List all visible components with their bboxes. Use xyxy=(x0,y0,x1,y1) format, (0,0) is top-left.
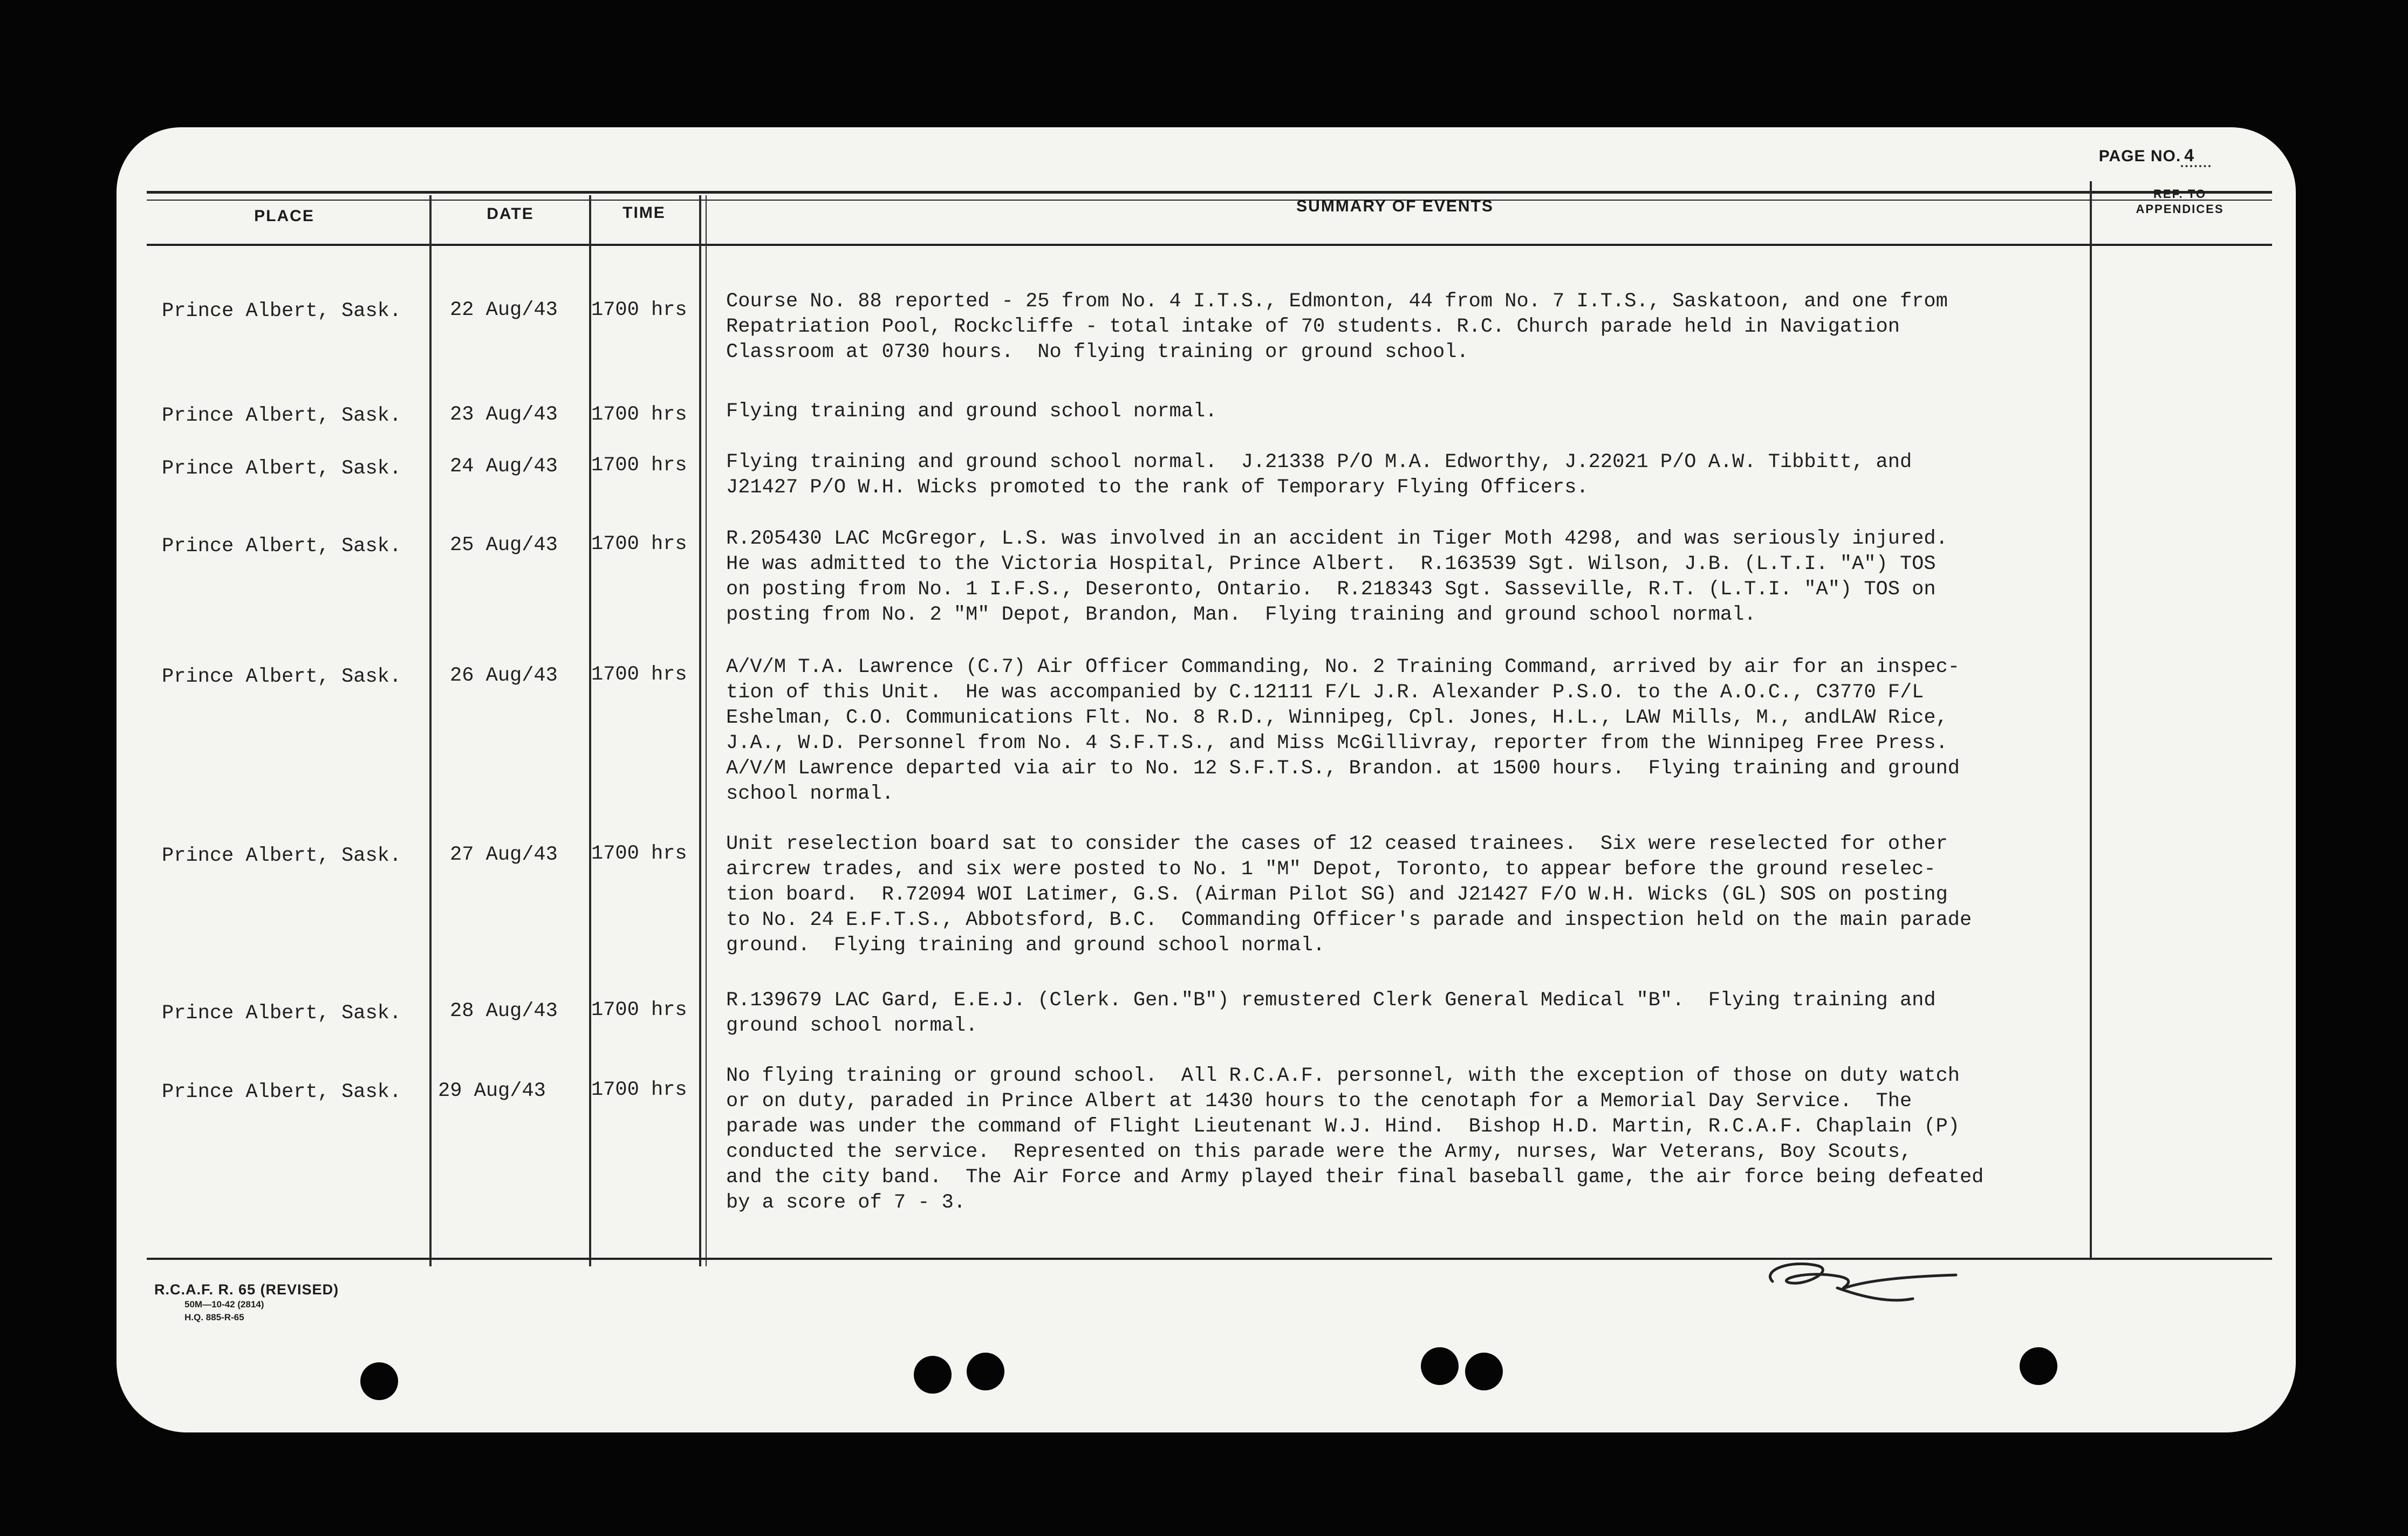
entry-time: 1700 hrs xyxy=(591,842,687,865)
entry-summary: A/V/M T.A. Lawrence (C.7) Air Officer Commanding, No. 2 Training Command, arrived by air for an inspec- tion of this Unit. He was accompanied by C.12111 F/L J.R. Alexander P.S.O. to the A.O.C., C3770 F/L Eshelman, C.O. Communications Flt. No. 8 R.D., Winnipeg, Cpl. Jones, H.L., LAW Mills, M., andLAW Rice, J.A., W.D. Personnel from No. 4 S.F.T.S., and Miss McGillivray, reporter from the Winnipeg Free Press. A/V/M Lawrence departed via air to No. 12 S.F.T.S., Brandon. at 1500 hours. Flying training and ground school normal. xyxy=(726,656,1960,805)
ref-appendices-header xyxy=(2091,187,2269,217)
entry-place: Prince Albert, Sask. xyxy=(162,1081,402,1103)
summary-column-header: SUMMARY OF EVENTS xyxy=(1296,197,1494,215)
entry-summary: Unit reselection board sat to consider the cases of 12 ceased trainees. Six were reselected for other aircrew trades, and six were posted to No. 1 "M" Depot, Toronto, to appear before the ground reselec- tion board. R.72094 WOI Latimer, G.S. (Airman Pilot SG) and J21427 F/O W.H. Wicks (GL) SOS on posting to No. 24 E.F.T.S., Abbotsford, B.C. Commanding Officer's parade and inspection held on the main parade ground. Flying training and ground school normal. xyxy=(726,833,1972,957)
entry-place: Prince Albert, Sask. xyxy=(162,535,402,558)
diary-page xyxy=(117,127,2296,1432)
entry-time: 1700 hrs xyxy=(591,299,687,321)
print-code-1: 50M—10-42 (2814) xyxy=(184,1299,264,1309)
divider-date-time xyxy=(589,195,591,1266)
entry-date: 28 Aug/43 xyxy=(450,1000,558,1023)
ref-line-1: REF. TO xyxy=(2153,187,2206,201)
entry-date: 26 Aug/43 xyxy=(450,664,558,687)
place-column-header: PLACE xyxy=(254,207,314,225)
form-identification xyxy=(154,1281,339,1324)
entry-date: 24 Aug/43 xyxy=(450,455,558,478)
time-column-header: TIME xyxy=(622,204,666,222)
divider-time-summary xyxy=(699,195,701,1266)
print-code-2: H.Q. 885-R-65 xyxy=(184,1312,244,1322)
divider-time-summary-inner xyxy=(706,195,707,1266)
entry-place: Prince Albert, Sask. xyxy=(162,404,402,427)
entry-time: 1700 hrs xyxy=(591,533,687,556)
entry-date: 25 Aug/43 xyxy=(450,534,558,557)
entry-place: Prince Albert, Sask. xyxy=(162,845,402,867)
entry-time: 1700 hrs xyxy=(591,1079,687,1101)
punch-hole xyxy=(1465,1353,1503,1390)
entry-date: 29 Aug/43 xyxy=(438,1080,546,1102)
entry-summary: Flying training and ground school normal. J.21338 P/O M.A. Edworthy, J.22021 P/O A.W. Tibbitt, and J21427 P/O W.H. Wicks promoted to the rank of Temporary Flying Officers. xyxy=(726,451,1912,499)
entry-date: 23 Aug/43 xyxy=(450,403,558,426)
entry-place: Prince Albert, Sask. xyxy=(162,457,402,480)
signature-scribble xyxy=(1756,1249,1983,1308)
form-number: R.C.A.F. R. 65 (REVISED) xyxy=(154,1281,339,1298)
page-number: 4 xyxy=(2181,146,2211,167)
punch-hole xyxy=(1421,1347,1459,1385)
ref-line-2: APPENDICES xyxy=(2136,202,2224,216)
entry-place: Prince Albert, Sask. xyxy=(162,300,402,323)
entry-time: 1700 hrs xyxy=(591,403,687,426)
entry-date: 27 Aug/43 xyxy=(450,844,558,866)
punch-hole xyxy=(360,1362,398,1400)
header-bottom-rule xyxy=(147,244,2272,246)
page-number-label xyxy=(2099,146,2211,166)
entry-time: 1700 hrs xyxy=(591,454,687,477)
entry-summary: No flying training or ground school. All R.C.A.F. personnel, with the exception of those on duty watch or on duty, paraded in Prince Albert at 1430 hours to the cenotaph for a Memorial Day Service. The parade was under the command of Flight Lieutenant W.J. Hind. Bishop H.D. Martin, R.C.A.F. Chaplain (P) conducted the service. Represented on this parade were the Army, nurses, War Veterans, Boy Scouts, and the city band. The Air Force and Army played their final baseball game, the air force being defeated by a score of 7 - 3. xyxy=(726,1065,1984,1214)
punch-hole xyxy=(914,1356,952,1394)
entry-summary: Flying training and ground school normal. xyxy=(726,400,1217,423)
entry-summary: R.205430 LAC McGregor, L.S. was involved in an accident in Tiger Moth 4298, and was seriously injured. He was admitted to the Victoria Hospital, Prince Albert. R.163539 Sgt. Wilson, J.B. (L.T.I. "A") TOS on posting from No. 1 I.F.S., Deseronto, Ontario. R.218343 Sgt. Sasseville, R.T. (L.T.I. "A") TOS on posting from No. 2 "M" Depot, Brandon, Man. Flying training and ground school normal. xyxy=(726,527,1948,626)
entry-place: Prince Albert, Sask. xyxy=(162,666,402,688)
entry-date: 22 Aug/43 xyxy=(450,299,558,321)
divider-place-date xyxy=(429,195,432,1266)
entry-time: 1700 hrs xyxy=(591,999,687,1021)
entry-summary: R.139679 LAC Gard, E.E.J. (Clerk. Gen."B") remustered Clerk General Medical "B". Flying training and ground school normal. xyxy=(726,989,1936,1037)
punch-hole xyxy=(2020,1347,2057,1385)
header-top-rule xyxy=(147,191,2272,194)
entry-time: 1700 hrs xyxy=(591,663,687,686)
entry-summary: Course No. 88 reported - 25 from No. 4 I.T.S., Edmonton, 44 from No. 7 I.T.S., Saskatoon, and one from Repatriation Pool, Rockcliffe - total intake of 70 students. R.C. Church parade held in Navigation Classroom at 0730 hours. No flying training or ground school. xyxy=(726,290,1948,364)
divider-summary-ref xyxy=(2090,181,2092,1258)
entry-place: Prince Albert, Sask. xyxy=(162,1002,402,1025)
punch-hole xyxy=(967,1353,1004,1390)
date-column-header: DATE xyxy=(487,205,534,223)
page-label: PAGE NO. xyxy=(2098,147,2181,165)
